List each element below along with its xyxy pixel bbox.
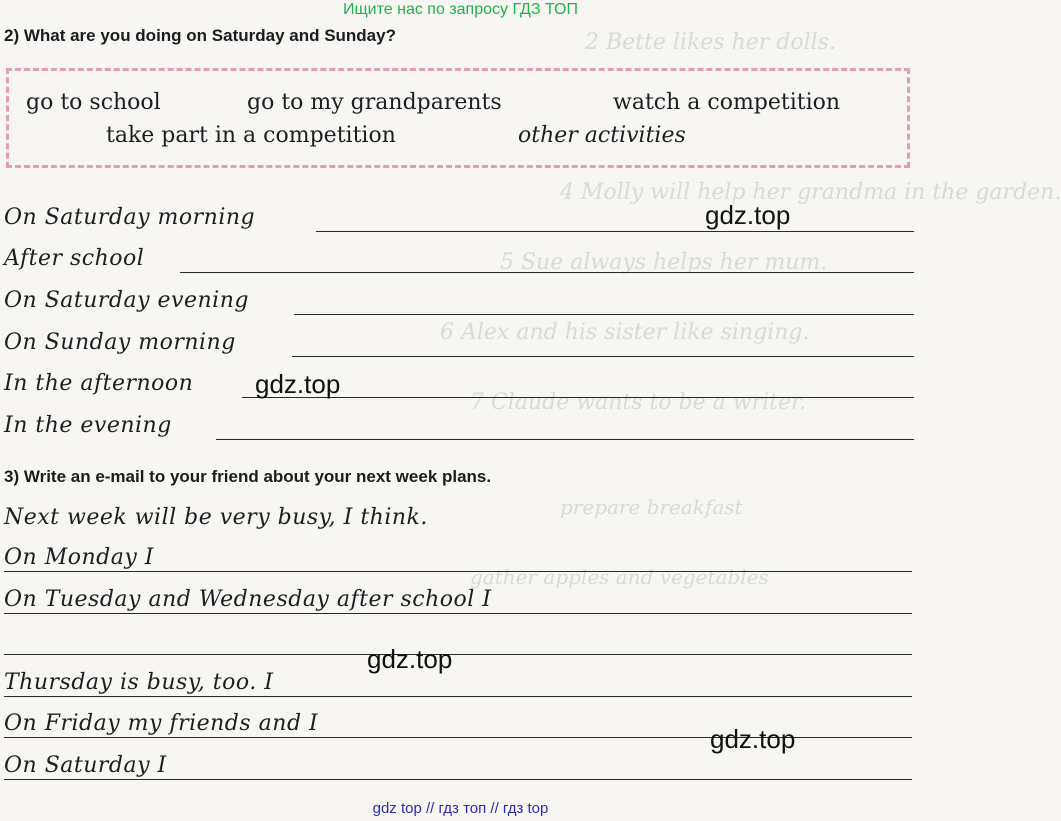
- answer-line[interactable]: [242, 397, 914, 398]
- email-line-text: On Saturday I: [4, 753, 167, 778]
- footer-links[interactable]: gdz top // гдз топ // гдз top: [372, 800, 549, 817]
- row-label: On Saturday evening: [4, 288, 249, 313]
- bleed-through-text: gather apples and vegetables: [470, 565, 769, 589]
- bleed-through-text: prepare breakfast: [560, 495, 743, 519]
- answer-line[interactable]: [294, 314, 914, 315]
- answer-line[interactable]: [216, 439, 914, 440]
- email-line-text: On Friday my friends and I: [4, 711, 319, 736]
- top-banner: Ищите нас по запросу ГДЗ ТОП: [343, 1, 578, 18]
- option-watch-competition: watch a competition: [613, 90, 841, 115]
- writing-rule: [4, 779, 912, 780]
- watermark: gdz.top: [705, 200, 791, 230]
- writing-rule: [4, 613, 912, 614]
- email-line[interactable]: [4, 540, 912, 574]
- email-line-text: On Monday I: [4, 545, 154, 570]
- watermark: gdz.top: [710, 724, 796, 754]
- email-line-text: Thursday is busy, too. I: [4, 670, 274, 695]
- bleed-through-text: 5 Sue always helps her mum.: [500, 250, 828, 275]
- answer-row: [4, 366, 914, 400]
- answer-row: [4, 408, 914, 442]
- answer-line[interactable]: [316, 231, 914, 232]
- writing-rule: [4, 571, 912, 572]
- email-intro-text: Next week will be very busy, I think.: [4, 505, 428, 530]
- answer-row: [4, 241, 914, 275]
- row-label: On Saturday morning: [4, 205, 256, 230]
- task3-title: 3) Write an e-mail to your friend about your next week plans.: [4, 467, 492, 486]
- email-intro: [4, 500, 912, 534]
- options-box: [6, 68, 910, 168]
- email-line-text: On Tuesday and Wednesday after school I: [4, 587, 492, 612]
- answer-line[interactable]: [180, 272, 914, 273]
- row-label: In the evening: [4, 413, 172, 438]
- answer-row: [4, 325, 914, 359]
- watermark: gdz.top: [255, 369, 341, 399]
- row-label: In the afternoon: [4, 371, 194, 396]
- watermark: gdz.top: [367, 644, 453, 674]
- answer-line[interactable]: [292, 356, 914, 357]
- email-line[interactable]: [4, 582, 912, 616]
- bleed-through-text: 6 Alex and his sister like singing.: [440, 320, 810, 345]
- row-label: After school: [4, 246, 145, 271]
- answer-row: [4, 283, 914, 317]
- row-label: On Sunday morning: [4, 330, 236, 355]
- bleed-through-text: 4 Molly will help her grandma in the garden.: [560, 180, 1061, 205]
- option-go-to-grandparents: go to my grandparents: [247, 90, 502, 115]
- task2-title: 2) What are you doing on Saturday and Sunday?: [4, 26, 396, 45]
- email-line[interactable]: [4, 665, 912, 699]
- email-line[interactable]: [4, 623, 912, 657]
- bleed-through-text: 7 Claude wants to be a writer.: [470, 390, 807, 415]
- option-take-part: take part in a competition: [106, 123, 396, 148]
- bleed-through-text: 2 Bette likes her dolls.: [585, 30, 836, 55]
- option-go-to-school: go to school: [26, 90, 161, 115]
- writing-rule: [4, 696, 912, 697]
- writing-rule: [4, 654, 912, 655]
- option-other-activities: other activities: [518, 123, 686, 148]
